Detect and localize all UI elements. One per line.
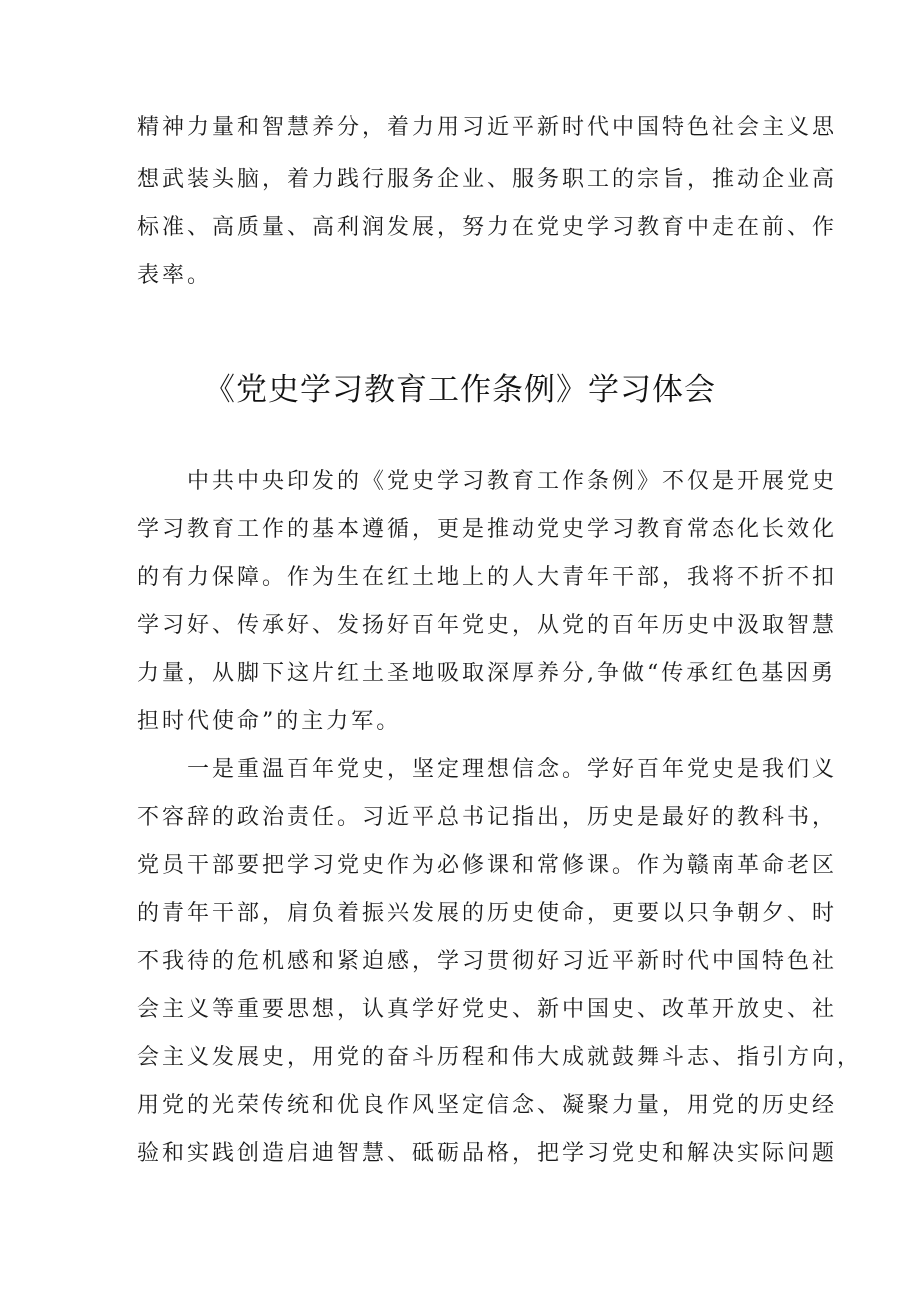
document-title: 《党史学习教育工作条例》学习体会 xyxy=(204,372,716,408)
text-line: 一是重温百年党史，坚定理想信念。学好百年党史是我们义 xyxy=(187,757,838,782)
text-line: 会主义发展史，用党的奋斗历程和伟大成就鼓舞斗志、指引方向， xyxy=(137,1045,863,1070)
text-line: 中共中央印发的《党史学习教育工作条例》不仅是开展党史 xyxy=(187,469,838,494)
text-line: 精神力量和智慧养分，着力用习近平新时代中国特色社会主义思 xyxy=(137,115,838,140)
text-line: 党员干部要把学习党史作为必修课和常修课。作为赣南革命老区 xyxy=(137,853,838,878)
text-line: 不容辞的政治责任。习近平总书记指出，历史是最好的教科书， xyxy=(137,805,838,830)
text-line: 验和实践创造启迪智慧、砥砺品格，把学习党史和解决实际问题 xyxy=(137,1141,838,1166)
text-line: 学习好、传承好、发扬好百年党史，从党的百年历史中汲取智慧 xyxy=(137,613,838,638)
text-line: 想武装头脑，着力践行服务企业、服务职工的宗旨，推动企业高 xyxy=(137,167,838,192)
text-line: 学习教育工作的基本遵循，更是推动党史学习教育常态化长效化 xyxy=(137,517,838,542)
text-line: 的有力保障。作为生在红土地上的人大青年干部，我将不折不扣 xyxy=(137,565,838,590)
text-line: 不我待的危机感和紧迫感，学习贯彻好习近平新时代中国特色社 xyxy=(137,949,838,974)
text-line: 会主义等重要思想，认真学好党史、新中国史、改革开放史、社 xyxy=(137,997,838,1022)
text-line: 表率。 xyxy=(137,263,213,288)
text-line: 标准、高质量、高利润发展，努力在党史学习教育中走在前、作 xyxy=(137,215,838,240)
text-line: 的青年干部，肩负着振兴发展的历史使命，更要以只争朝夕、时 xyxy=(137,901,838,926)
text-line: 力量，从脚下这片红土圣地吸取深厚养分,争做“传承红色基因勇 xyxy=(137,661,837,686)
text-line: 用党的光荣传统和优良作风坚定信念、凝聚力量，用党的历史经 xyxy=(137,1093,838,1118)
text-line: 担时代使命”的主力军。 xyxy=(137,709,402,734)
